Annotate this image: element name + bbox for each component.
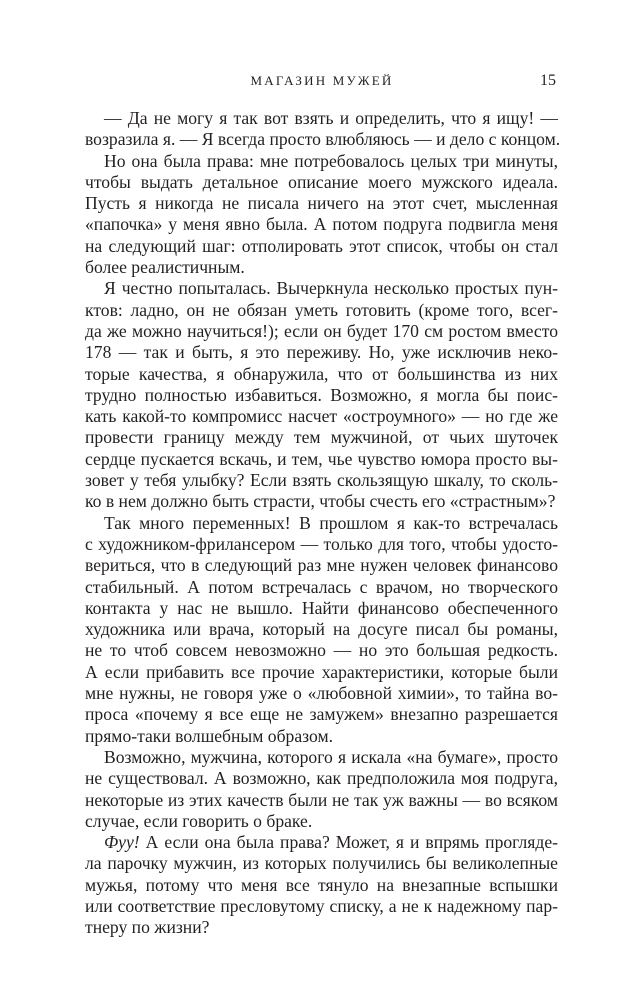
text-line: случае, если говорить о браке.	[85, 810, 313, 831]
text-line: не существовал. А возможно, как предположила моя подруга,	[85, 768, 558, 789]
text-line: Пусть я никогда не писала ничего на этот счет, мысленная	[85, 193, 558, 214]
text-line-rest: А если она была права? Может, я и впрямь прогляде-	[139, 832, 558, 853]
text-line: чтобы выдать детальное описание моего мужского идеала.	[85, 171, 558, 192]
text-line: торые качества, я обнаружила, что от большинства из них	[85, 363, 558, 384]
text-line: да же можно научиться!); если он будет 170 см ростом вместо	[85, 320, 558, 341]
text-line: ко в нем должно быть страсти, чтобы счесть его «страстным»?	[85, 491, 556, 512]
paragraph	[85, 151, 558, 279]
text-line: Но она была права: мне потребовалось целых три минуты,	[104, 150, 558, 171]
text-line: мужья, потому что меня все тянуло на внезапные вспышки	[85, 874, 558, 895]
text-line: провести границу между тем мужчиной, от чьих шуточек	[85, 427, 558, 448]
text-line: трудно полностью избавиться. Возможно, я могла бы поис-	[85, 384, 558, 405]
text-line: проса «почему я все еще не замужем» внезапно разрешается	[85, 704, 558, 725]
page-number: 15	[540, 72, 556, 89]
text-line: тнеру по жизни?	[85, 917, 210, 938]
paragraph	[85, 832, 558, 938]
text-line: контакта у нас не вышло. Найти финансово обеспеченного	[85, 597, 558, 618]
text-line: не то чтоб совсем невозможно — но это большая редкость.	[85, 640, 558, 661]
text-line: вериться, что в следующий раз мне нужен человек финансово	[85, 555, 558, 576]
text-line: зовет у тебя улыбку? Если взять скользящую шкалу, то сколь-	[85, 470, 558, 491]
text-line: прямо-таки волшебным образом.	[85, 725, 333, 746]
running-title: МАГАЗИН МУЖЕЙ	[250, 73, 394, 88]
text-line: художника или врача, который на досуге писал бы романы,	[85, 619, 558, 640]
paragraph	[85, 108, 561, 151]
paragraph	[85, 278, 558, 512]
paragraph	[85, 747, 558, 832]
paragraph	[85, 513, 558, 747]
text-line: кать какой-то компромисс насчет «остроумного» — но где же	[85, 406, 558, 427]
body-text	[85, 108, 561, 939]
text-line: сердце пускается вскачь, и тем, чье чувство юмора просто вы-	[85, 448, 558, 469]
text-line: мне нужны, не говоря уже о «любовной химии», то тайна во-	[85, 683, 558, 704]
text-line: некоторые из этих качеств были не так уж важны — во всяком	[85, 789, 558, 810]
text-line: 178 — так и быть, я это переживу. Но, уже исключив неко-	[85, 342, 558, 363]
text-line: «папочка» у меня явно была. А потом подруга подвигла меня	[85, 214, 558, 235]
text-line: стабильный. А потом встречалась с врачом, но творческого	[85, 576, 558, 597]
text-line: ктов: ладно, он не обязан уметь готовить (кроме того, всег-	[85, 299, 558, 320]
text-line: или соответствие пресловутому списку, а не к надежному пар-	[85, 895, 558, 916]
text-line: более реалистичным.	[85, 257, 245, 278]
text-line: Возможно, мужчина, которого я искала «на бумаге», просто	[104, 746, 558, 767]
text-line: Я честно попыталась. Вычеркнула несколько простых пун-	[104, 278, 558, 299]
text-line: Так много переменных! В прошлом я как-то встречалась	[104, 512, 558, 533]
italic-exclamation: Фуу!	[104, 832, 140, 853]
text-line: — Да не могу я так вот взять и определить, что я ищу! —	[104, 108, 558, 128]
text-line: А если прибавить все прочие характеристики, которые были	[85, 661, 558, 682]
text-line	[85, 832, 558, 853]
text-line: ла парочку мужчин, из которых получились бы великолепные	[85, 853, 558, 874]
text-line: с художником-фрилансером — только для того, чтобы удосто-	[85, 533, 558, 554]
text-line: на следующий шаг: отполировать этот список, чтобы он стал	[85, 235, 558, 256]
text-line: возразила я. — Я всегда просто влюбляюсь — и дело с концом.	[85, 129, 561, 150]
